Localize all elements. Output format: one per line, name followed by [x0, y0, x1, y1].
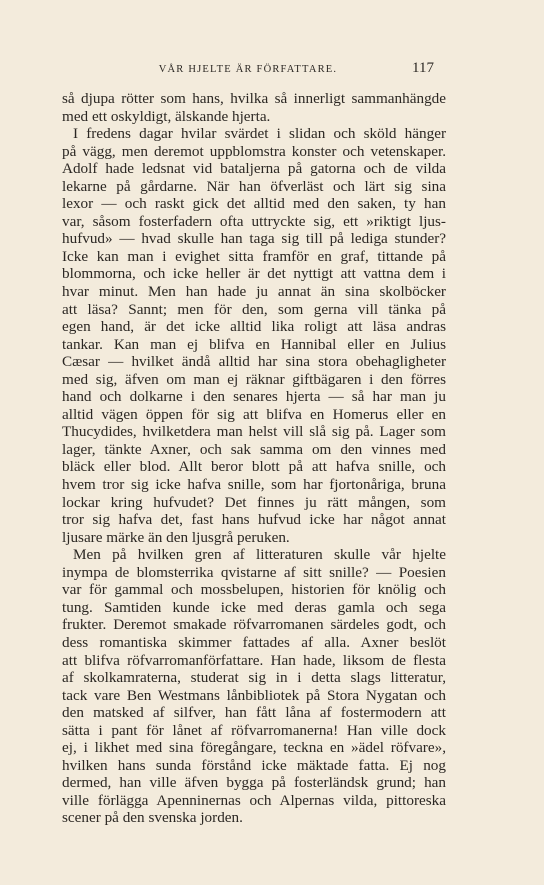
text-line: tung. Samtiden kunde icke med deras gamla och sega	[62, 598, 446, 616]
text-line: hand och dolkarne i den senares hjerta — så har man ju	[62, 388, 446, 406]
text-line: hvem tror sig icke hafva snille, som har fjortonåriga, bruna	[62, 476, 446, 494]
text-line: att blifva röfvarromanförfattare. Han hade, liksom de flesta	[62, 651, 446, 669]
text-line: tror sig hafva det, fast hans hufvud icke har något annat	[62, 511, 446, 529]
text-line: hvar minut. Men han hade ju annat än sina skolböcker	[62, 283, 446, 301]
text-line: att läsa? Sannt; men för den, som gerna vill tänka på	[62, 300, 446, 318]
text-line: af skolkamraterna, studerat sig in i detta slags litteratur,	[62, 669, 446, 687]
text-line: lexor — och raskt gick det alltid med den saken, ty han	[62, 195, 446, 213]
text-line: Icke kan man i evighet sitta framför en graf, tittande på	[62, 247, 446, 265]
text-line: tack vare Ben Westmans lånbibliotek på Stora Nygatan och	[62, 686, 446, 704]
text-line: frukter. Deremot smakade röfvarromanen särdeles godt, och	[62, 616, 446, 634]
text-line: den matsked af silfver, han fått låna af fostermodern att	[62, 704, 446, 722]
body-text	[62, 90, 446, 827]
text-line: ej, i likhet med sina föregångare, teckna en »ädel röfvare»,	[62, 739, 446, 757]
text-line: bläck eller blod. Allt beror blott på att hafva snille, och	[62, 458, 446, 476]
text-line: hvilken hans sunda förstånd icke mäktade fatta. Ej nog	[62, 756, 446, 774]
running-head	[62, 60, 434, 80]
text-line: var, såsom fosterfadern ofta uttryckte sig, ett »riktigt ljus-	[62, 212, 446, 230]
text-line: lekarne på gårdarne. När han öfverläst och lärt sig sina	[62, 177, 446, 195]
text-line: på vägg, men deremot uppblomstra konster och vetenskaper.	[62, 142, 446, 160]
text-line: egen hand, är det icke alltid lika roligt att läsa andras	[62, 318, 446, 336]
text-line: tankar. Kan man ej blifva en Hannibal eller en Julius	[62, 335, 446, 353]
text-line: med ett oskyldigt, älskande hjerta.	[62, 107, 271, 125]
text-line: lager, tänkte Axner, och sak samma om den vinnes med	[62, 440, 446, 458]
text-line: hufvud» — hvad skulle han taga sig till på lediga stunder?	[62, 230, 446, 248]
text-line: sätta i pant för lånet af röfvarromanerna! Han ville dock	[62, 721, 446, 739]
text-line: Thucydides, hvilketdera man helst vill slå sig på. Lager som	[62, 423, 446, 441]
text-line: lockar kring hufvudet? Det finnes ju rätt mången, som	[62, 493, 446, 511]
page-number: 117	[412, 60, 434, 76]
text-line: blommorna, och icke heller är det nyttigt att vattna dem i	[62, 265, 446, 283]
text-line: dess romantiska skimmer fattades af alla. Axner beslöt	[62, 633, 446, 651]
text-line: var för gammal och mossbelupen, historien för knölig och	[62, 581, 446, 599]
text-line: scener på den svenska jorden.	[62, 809, 243, 827]
running-head-title: VÅR HJELTE ÄR FÖRFATTARE.	[158, 64, 338, 75]
text-line: inympa de blomsterrika qvistarne af sitt snille? — Poesien	[62, 563, 446, 581]
text-line: Adolf hade ledsnat vid bataljerna på gatorna och de vilda	[62, 160, 446, 178]
text-line: med sig, äfven om man ej räknar giftbägaren i den förres	[62, 370, 446, 388]
text-line: alltid vägen öppen för sig att blifva en Homerus eller en	[62, 405, 446, 423]
text-line: Men på hvilken gren af litteraturen skulle vår hjelte	[73, 546, 446, 564]
text-line: I fredens dagar hvilar svärdet i slidan och sköld hänger	[73, 125, 446, 143]
text-line: dermed, han ville äfven bygga på fosterländsk grund; han	[62, 774, 446, 792]
text-line: ljusare märke än den ljusgrå peruken.	[62, 528, 290, 546]
text-line: så djupa rötter som hans, hvilka så innerligt sammanhängde	[62, 90, 446, 107]
text-line: ville förlägga Apenninernas och Alpernas vilda, pittoreska	[62, 791, 446, 809]
text-line: Cæsar — hvilket ändå alltid har sina stora obehagligheter	[62, 353, 446, 371]
